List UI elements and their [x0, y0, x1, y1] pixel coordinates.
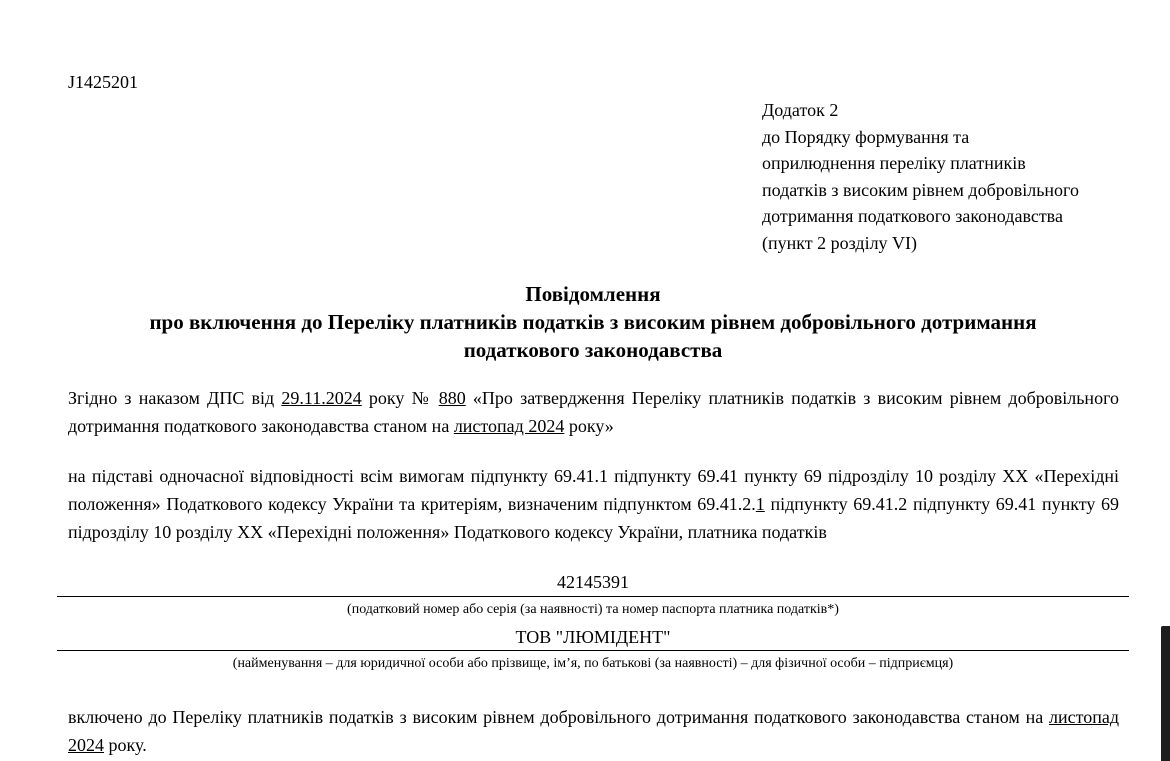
intro-text: «Про затвердження Переліку платників податків з високим рівнем добровільного дотримання податкового законодавства станом на: [68, 388, 1119, 436]
title-line: про включення до Переліку платників податків з високим рівнем добровільного дотримання: [149, 310, 1037, 334]
appendix-reference: [762, 97, 1162, 256]
appendix-line: до Порядку формування та: [762, 126, 970, 147]
reporting-period: листопад 2024: [453, 416, 565, 436]
divider: [57, 596, 1129, 597]
order-number: 880: [438, 388, 466, 408]
intro-paragraph: [68, 384, 1119, 440]
scrollbar-edge[interactable]: [1161, 626, 1170, 761]
order-date: 29.11.2024: [281, 388, 362, 408]
conclusion-text: включено до Переліку платників податків з високим рівнем добровільного дотримання податкового законодавства станом на: [68, 707, 1049, 727]
appendix-line: податків з високим рівнем добровільного: [762, 179, 1079, 200]
conclusion-text: року.: [104, 735, 147, 755]
title-line: податкового законодавства: [463, 338, 723, 362]
document-title: [0, 280, 1170, 364]
document-code: J1425201: [68, 72, 139, 92]
intro-text: Згідно з наказом ДПС від: [68, 388, 282, 408]
conclusion-paragraph: [68, 703, 1119, 759]
intro-text: року»: [564, 416, 614, 436]
reporting-period: листопад 2024: [68, 707, 1119, 755]
title-line: Повідомлення: [525, 282, 661, 306]
appendix-line: Додаток 2: [762, 100, 839, 120]
appendix-line: (пункт 2 розділу VI): [762, 232, 918, 253]
intro-text: року №: [361, 388, 439, 408]
divider: [57, 650, 1129, 651]
basis-text: на підставі одночасної відповідності всім вимогам підпункту 69.41.1 підпункту 69.41 пункту 69 підрозділу 10 розділу XX «Перехідні положення» Податкового кодексу України та критеріям, визначеним підпунктом 69.41.2.: [68, 466, 1119, 514]
tax-number-caption: (податковий номер або серія (за наявності) та номер паспорта платника податків*): [347, 602, 839, 617]
taxpayer-name-caption: (найменування – для юридичної особи або прізвище, ім’я, по батькові (за наявності) – для фізичної особи – підприємця): [232, 656, 954, 671]
appendix-line: дотримання податкового законодавства: [762, 206, 1063, 226]
basis-paragraph: [68, 462, 1119, 546]
tax-number: 42145391: [557, 572, 629, 592]
basis-text: підпункту 69.41.2 підпункту 69.41 пункту 69 підрозділу 10 розділу XX «Перехідні положення» Податкового кодексу України, платника податків: [68, 494, 1119, 542]
appendix-line: оприлюднення переліку платників: [762, 153, 1026, 173]
basis-subpoint: 1: [755, 494, 765, 514]
taxpayer-name: ТОВ "ЛЮМІДЕНТ": [515, 627, 671, 647]
